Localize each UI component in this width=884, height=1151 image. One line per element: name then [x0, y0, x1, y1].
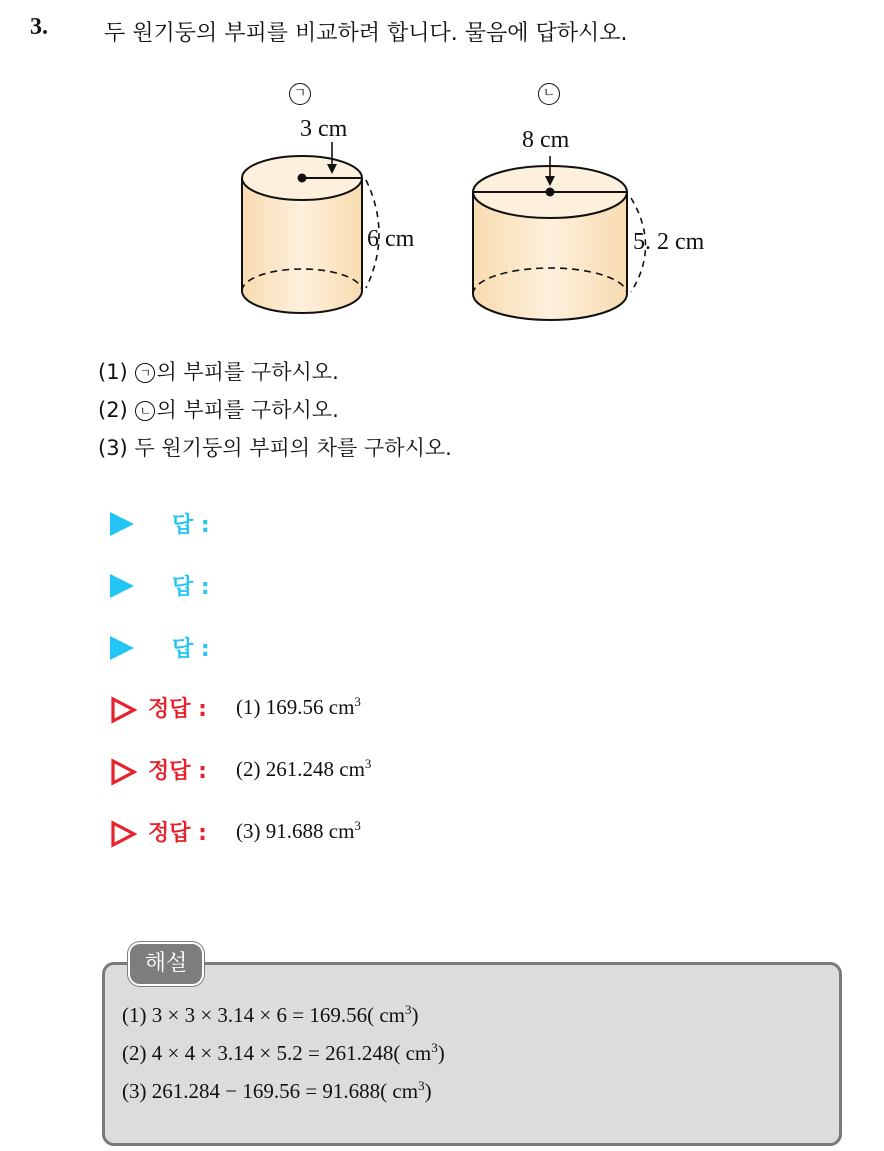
question-number: 3. [30, 14, 48, 40]
height-label-b: 5. 2 cm [633, 229, 705, 255]
outline-triangle-icon [110, 758, 138, 786]
cylinders-figure [220, 76, 740, 336]
subquestion-3: (3) 두 원기둥의 부피의 차를 구하시오. [98, 436, 452, 460]
outline-triangle-icon [110, 696, 138, 724]
diameter-label: 8 cm [522, 127, 570, 153]
height-label-a: 6 cm [367, 226, 415, 252]
marker-a: ㄱ [288, 83, 312, 105]
marker-b: ㄴ [537, 83, 561, 105]
subquestion-2: (2) ㄴ 의 부피를 구하시오. [98, 398, 339, 422]
solution-tab: 해설 [128, 942, 204, 986]
play-triangle-icon [110, 574, 134, 598]
answer-label: 답 : [172, 513, 210, 538]
outline-triangle-icon [110, 820, 138, 848]
cylinder-a [242, 142, 379, 313]
answer-label: 답 : [172, 575, 210, 600]
cylinder-b [473, 156, 646, 320]
solution-line-2: (2) 4 × 4 × 3.14 × 5.2 = 261.248( $cm^3$) [122, 1040, 445, 1065]
subquestion-1: (1) ㄱ 의 부피를 구하시오. [98, 360, 339, 384]
radius-label: 3 cm [300, 116, 348, 142]
play-triangle-icon [110, 636, 134, 660]
solution-line-1: (1) 3 × 3 × 3.14 × 6 = 169.56( $cm^3$) [122, 1002, 419, 1027]
play-triangle-icon [110, 512, 134, 536]
question-text: 두 원기둥의 부피를 비교하려 합니다. 물음에 답하시오. [104, 21, 628, 46]
answer-label: 답 : [172, 637, 210, 662]
solution-line-3: (3) 261.284 − 169.56 = 91.688( $cm^3$) [122, 1078, 432, 1103]
